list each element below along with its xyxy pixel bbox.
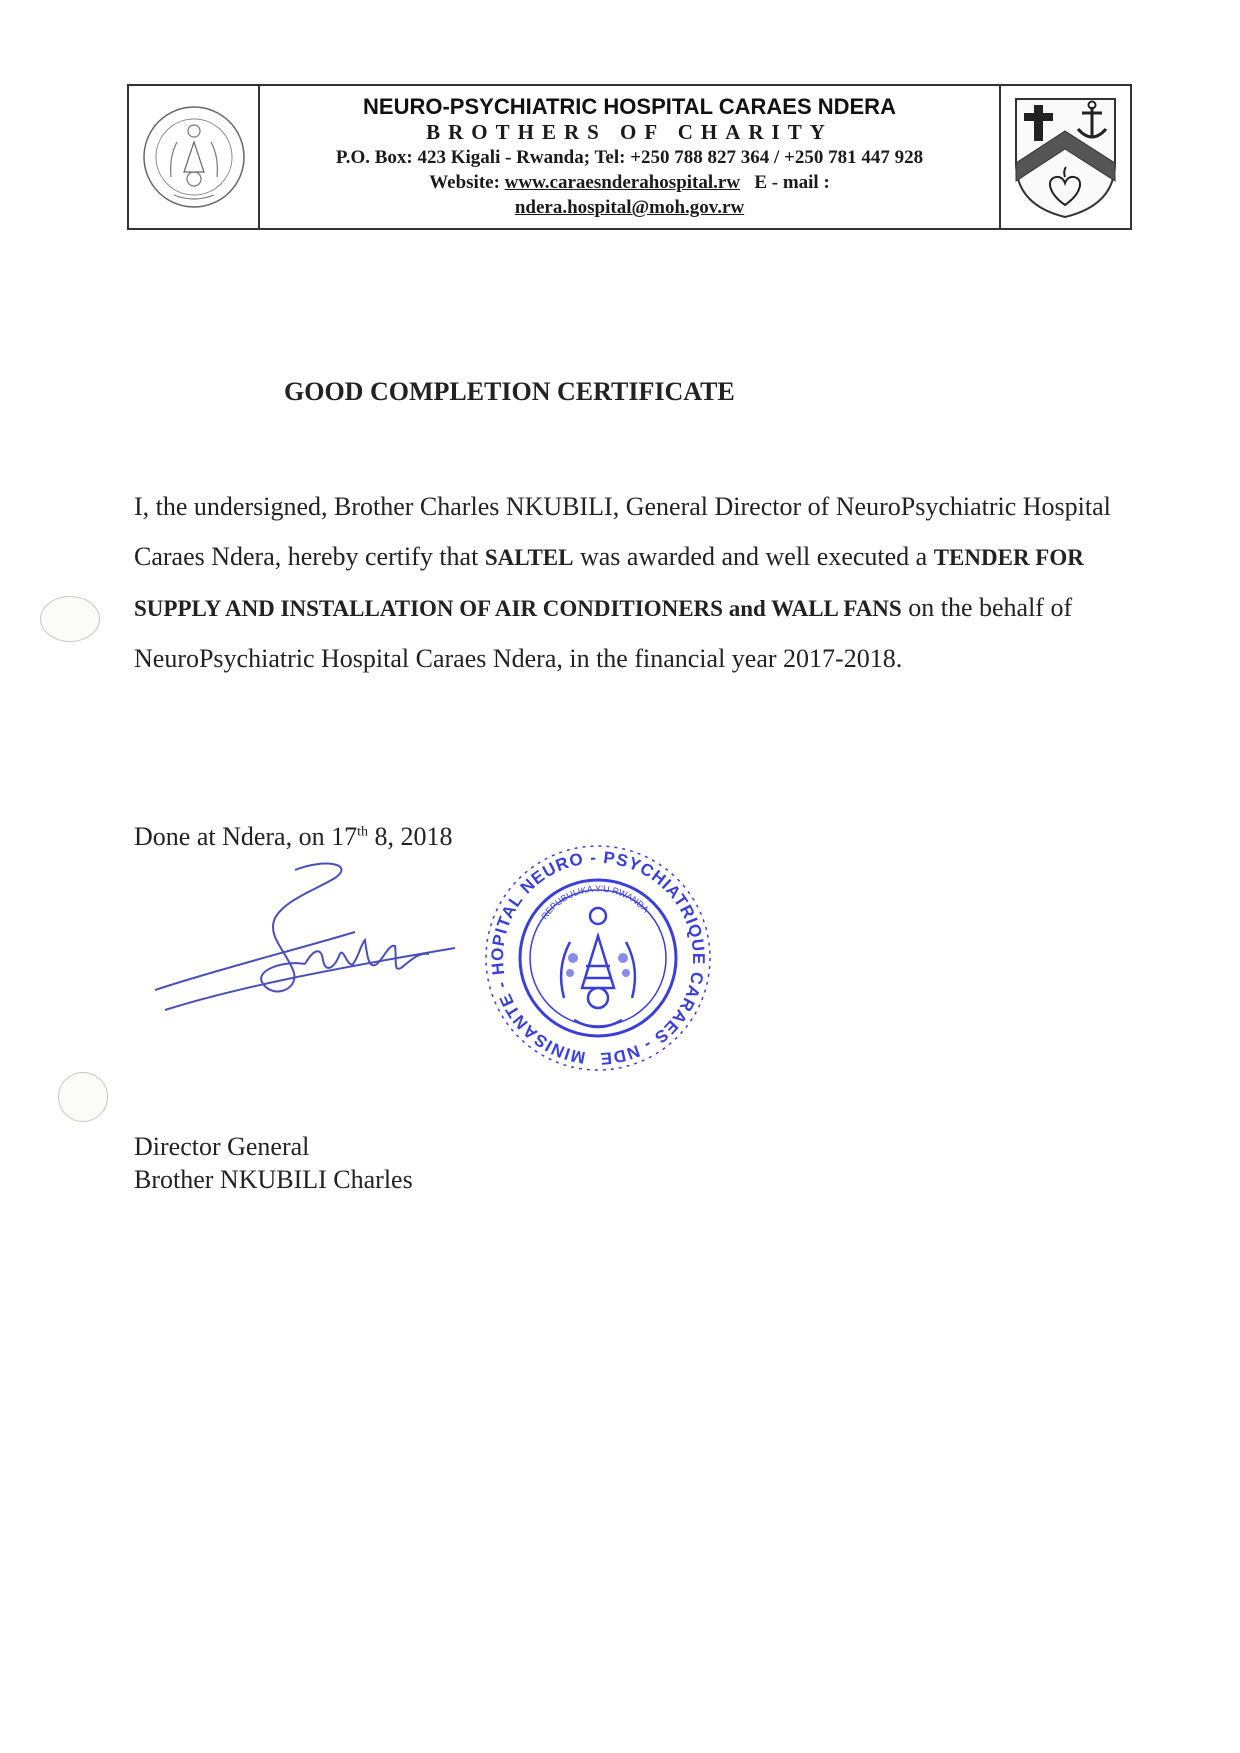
tender-name: TENDER FOR SUPPLY AND INSTALLATION OF AIR CONDITIONERS and WALL FANS	[134, 545, 1084, 621]
website-line	[260, 170, 999, 195]
stamp-emblem-icon	[561, 908, 635, 1027]
body-text-2: was awarded and well executed a	[573, 542, 934, 571]
website-label: Website:	[429, 172, 500, 193]
order-name: BROTHERS OF CHARITY	[426, 120, 833, 144]
place-date-line	[134, 822, 453, 852]
rwanda-seal-icon	[139, 97, 249, 217]
letterhead	[127, 84, 1132, 230]
done-superscript: th	[357, 824, 368, 840]
email-line	[260, 195, 999, 220]
website-link[interactable]: www.caraesnderahospital.rw	[504, 172, 741, 193]
brothers-of-charity-crest	[999, 86, 1130, 228]
address-line: P.O. Box: 423 Kigali - Rwanda; Tel: +250 788 827 364 / +250 781 447 928	[335, 147, 924, 168]
signer-name: Brother NKUBILI Charles	[134, 1165, 413, 1194]
letterhead-text	[260, 86, 999, 228]
punch-hole-top	[40, 596, 100, 642]
done-prefix: Done at Ndera, on 17	[134, 822, 358, 851]
hospital-name: NEURO-PSYCHIATRIC HOSPITAL CARAES NDERA	[363, 94, 896, 119]
done-suffix: 8, 2018	[368, 822, 453, 851]
certificate-body	[134, 482, 1124, 684]
rwanda-emblem	[129, 86, 260, 228]
punch-hole-bottom	[58, 1072, 108, 1122]
body-text-1: I, the undersigned, Brother Charles NKUBILI, General Director of NeuroPsychiatric Hospital Caraes Ndera, hereby certify that	[134, 492, 1111, 571]
email-label: E - mail :	[754, 172, 830, 193]
handwritten-signature	[155, 860, 495, 1035]
certificate-title: GOOD COMPLETION CERTIFICATE	[284, 377, 735, 406]
official-stamp	[478, 838, 718, 1083]
stamp-outer-text: MINISANTE - HOPITAL NEURO - PSYCHIATRIQUE CARAES - NDE	[487, 847, 709, 1069]
signer-block	[134, 1130, 413, 1196]
crest-icon	[1008, 93, 1123, 221]
company-name: SALTEL	[484, 545, 574, 570]
email-link[interactable]: ndera.hospital@moh.gov.rw	[514, 197, 745, 218]
signer-title: Director General	[134, 1132, 310, 1161]
body-text-3: on the behalf of NeuroPsychiatric Hospital Caraes Ndera, in the financial year 2017-2018.	[134, 593, 1073, 673]
stamp-inner-text: REPUBULIKA Y'U RWANDA	[539, 883, 651, 922]
